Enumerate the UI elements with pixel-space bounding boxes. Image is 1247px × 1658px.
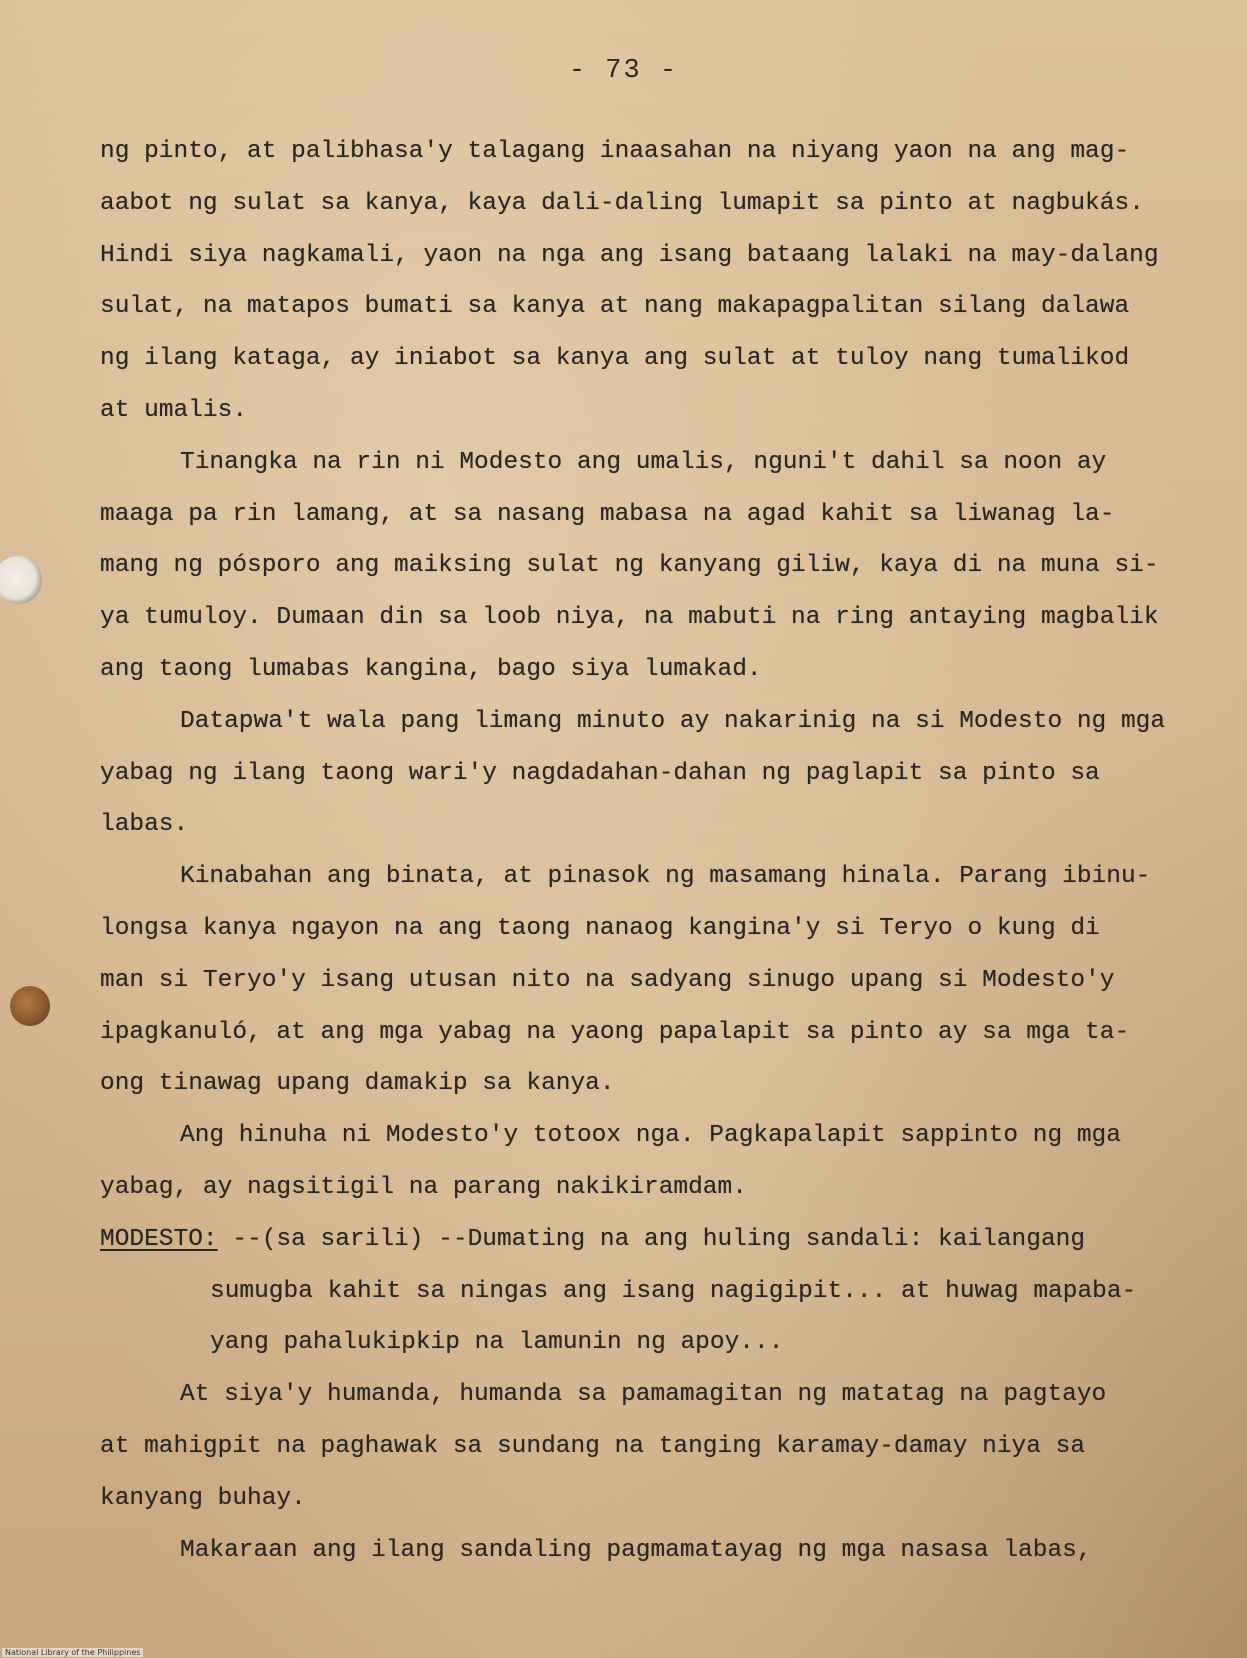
text-line: at umalis. [100,396,248,424]
text-line: ya tumuloy. Dumaan din sa loob niya, na mabuti na ring antaying magbalik [100,604,1159,632]
text-line: longsa kanya ngayon na ang taong nanaog kangina'y si Teryo o kung di [100,914,1100,942]
text-line: yabag ng ilang taong wari'y nagdadahan-dahan ng paglapit sa pinto sa [100,759,1100,787]
text-line: At siya'y humanda, humanda sa pamamagitan ng matatag na pagtayo [180,1381,1107,1409]
text-line: ang taong lumabas kangina, bago siya lumakad. [100,655,762,683]
text-line: yabag, ay nagsitigil na parang nakikiramdam. [100,1173,747,1201]
text-line: ng pinto, at palibhasa'y talagang inaasahan na niyang yaon na ang mag- [100,138,1130,165]
text-line: Hindi siya nagkamali, yaon na nga ang isang bataang lalaki na may-dalang [100,241,1159,269]
text-line: ong tinawag upang damakip sa kanya. [100,1070,615,1098]
text-line: Ang hinuha ni Modesto'y totoox nga. Pagkapalapit sappinto ng mga [180,1122,1121,1150]
speaker-name: MODESTO: [100,1225,218,1253]
text-line: at mahigpit na paghawak sa sundang na tanging karamay-damay niya sa [100,1432,1086,1460]
text-line: sulat, na matapos bumati sa kanya at nang makapagpalitan silang dalawa [100,293,1130,321]
text-line: sumugba kahit sa ningas ang isang nagigipit... at huwag mapaba- [210,1277,1137,1305]
punch-hole-top [0,556,42,604]
text-line: Makaraan ang ilang sandaling pagmamatayag ng mga nasasa labas, [180,1536,1092,1564]
punch-hole-bottom [10,986,50,1026]
dialogue-text: --(sa sarili) --Dumating na ang huling sandali: kailangang [232,1225,1086,1253]
text-line: Kinabahan ang binata, at pinasok ng masamang hinala. Parang ibinu- [180,863,1151,891]
text-line: Tinangka na rin ni Modesto ang umalis, nguni't dahil sa noon ay [180,448,1107,476]
text-line: aabot ng sulat sa kanya, kaya dali-daling lumapit sa pinto at nagbukás. [100,189,1144,217]
text-line: man si Teryo'y isang utusan nito na sadyang sinugo upang si Modesto'y [100,966,1115,994]
dialogue-line [100,1214,1220,1266]
text-line: yang pahalukipkip na lamunin ng apoy... [210,1329,784,1357]
text-line: maaga pa rin lamang, at sa nasang mabasa na agad kahit sa liwanag la- [100,500,1115,528]
footer-credit: National Library of the Philippines [2,1648,143,1657]
typed-text-body [100,126,1220,1576]
page-number: - 73 - [568,56,679,86]
text-line: labas. [100,811,189,839]
text-line: mang ng pósporo ang maiksing sulat ng kanyang giliw, kaya di na muna si- [100,552,1159,580]
text-line: Datapwa't wala pang limang minuto ay nakarinig na si Modesto ng mga [180,707,1166,735]
text-line: ipagkanuló, at ang mga yabag na yaong papalapit sa pinto ay sa mga ta- [100,1018,1130,1046]
text-line: ng ilang kataga, ay iniabot sa kanya ang sulat at tuloy nang tumalikod [100,345,1130,373]
text-line: kanyang buhay. [100,1484,306,1512]
